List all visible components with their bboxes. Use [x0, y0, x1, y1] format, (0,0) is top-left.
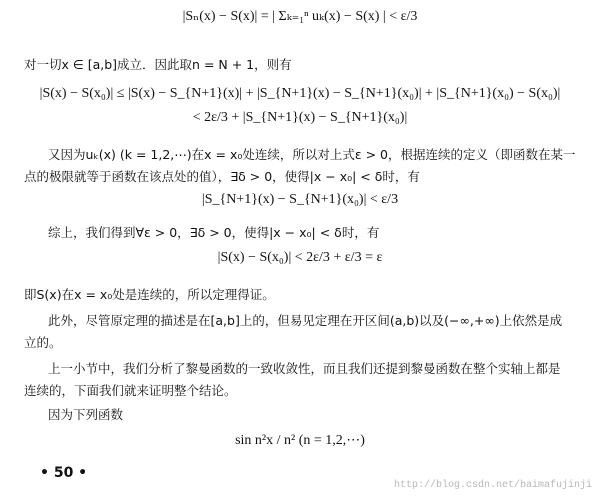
paragraph-riemann-line-2: 连续的，下面我们就来证明整个结论。	[24, 383, 237, 398]
paragraph-continuity-line-2: 点的极限就等于函数在该点处的值），∃δ > 0，使得|x − x₀| < δ时，有	[24, 169, 420, 184]
equation-partial-sum-continuity: |S_{N+1}(x) − S_{N+1}(x₀)| < ε/3	[201, 192, 399, 207]
paragraph-summary: 综上，我们得到∀ε > 0，∃δ > 0，使得|x − x₀| < δ时，有	[48, 225, 380, 240]
equation-triangle-inequality: |S(x) − S(x₀)| ≤ |S(x) − S_{N+1}(x)| + |S_{N+1}(x) − S_{N+1}(x₀)| + |S_{N+1}(x₀) − S(x₀)|	[39, 86, 561, 101]
paragraph-continuity-line-1: 又因为uₖ(x) (k = 1,2,⋯)在x = x₀处连续，所以对上式ε > 0，根据连续的定义（即函数在某一	[48, 147, 576, 162]
equation-partial-sum-bound: |Sₙ(x) − S(x)| = | Σₖ₌₁ⁿ uₖ(x) − S(x) | < ε/3	[182, 9, 418, 24]
paragraph-following-functions: 因为下列函数	[48, 407, 124, 422]
equation-bound-two-thirds: < 2ε/3 + |S_{N+1}(x) − S_{N+1}(x₀)|	[192, 110, 408, 125]
equation-final-bound: |S(x) − S(x₀)| < 2ε/3 + ε/3 = ε	[217, 250, 383, 265]
paragraph-for-all-x: 对一切x ∈ [a,b]成立．因此取n = N + 1，则有	[24, 57, 292, 72]
paragraph-open-interval-line-1: 此外，尽管原定理的描述是在[a,b]上的，但易见定理在开区间(a,b)以及(−∞,+∞)上依然是成	[48, 313, 563, 328]
paragraph-riemann-line-1: 上一小节中，我们分析了黎曼函数的一致收敛性，而且我们还提到黎曼函数在整个实轴上都是	[48, 361, 561, 376]
watermark-url: http://blog.csdn.net/baimafujinji	[393, 480, 592, 491]
paragraph-open-interval-line-2: 立的。	[24, 335, 62, 350]
equation-sin-series: sin n²x / n² (n = 1,2,⋯)	[235, 433, 365, 448]
paragraph-conclusion: 即S(x)在x = x₀处是连续的，所以定理得证。	[24, 287, 275, 302]
page-number: • 50 •	[40, 465, 88, 481]
